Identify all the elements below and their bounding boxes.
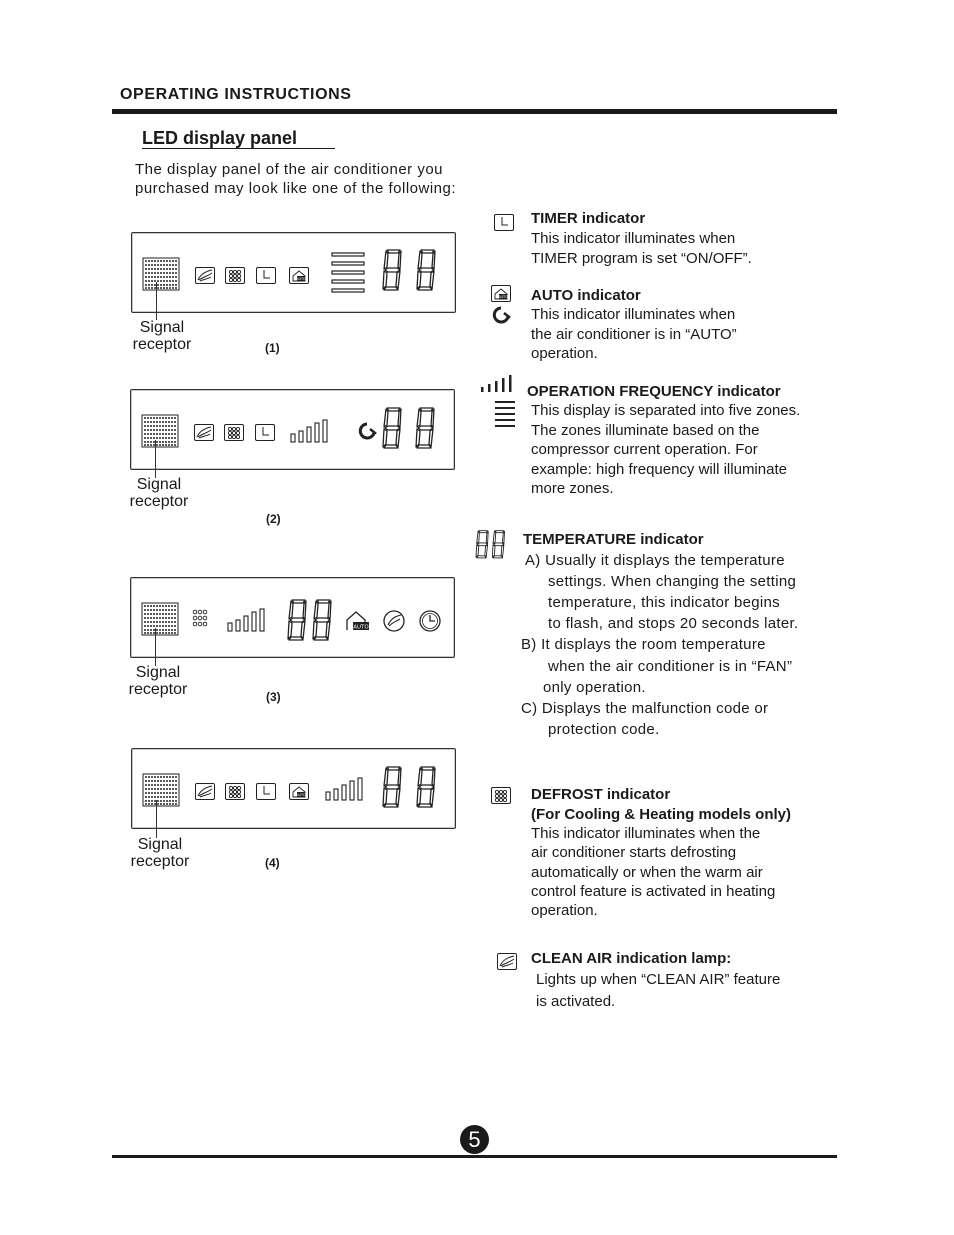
text-line: compressor current operation. For: [531, 441, 758, 458]
signal-leader-line: [155, 440, 156, 478]
signal-receptor-grid-icon: [142, 415, 178, 447]
defrost-indicator-title: DEFROST indicator: [531, 786, 671, 803]
signal-receptor-label: [119, 476, 199, 510]
clean-air-indicator-title: CLEAN AIR indication lamp:: [531, 950, 732, 967]
auto-icon: [290, 784, 309, 800]
text-line: Lights up when “CLEAN AIR” feature: [536, 971, 781, 988]
text-line: B) It displays the room temperature: [521, 636, 766, 653]
text-line: TIMER program is set “ON/OFF”.: [531, 249, 752, 267]
signal-label-line: receptor: [128, 681, 188, 698]
temperature-digit-icon: [288, 600, 306, 640]
clean-air-icon: [196, 784, 215, 800]
auto-house-icon: [347, 612, 369, 631]
intro-line: The display panel of the air conditioner you: [135, 161, 444, 178]
timer-icon: [257, 784, 276, 800]
timer-indicator-text: [531, 229, 752, 268]
signal-receptor-label: [120, 836, 200, 870]
signal-label-line: receptor: [132, 336, 192, 353]
clean-air-icon: [496, 951, 520, 973]
signal-receptor-label: [122, 319, 202, 353]
timer-icon: [257, 268, 276, 284]
temperature-digit-icon: [383, 250, 401, 290]
text-line: automatically or when the warm air: [531, 863, 763, 881]
signal-label-line: receptor: [130, 853, 190, 870]
led-panel-4-graphic: [132, 749, 455, 828]
defrost-indicator-text: [531, 824, 775, 920]
led-panel-3: [130, 577, 455, 658]
temperature-digit-icon: [383, 767, 401, 807]
text-line: air conditioner starts defrosting: [531, 844, 737, 862]
text-line: example: high frequency will illuminate: [531, 460, 787, 478]
signal-leader-line: [156, 282, 157, 320]
panel-caption: (4): [265, 856, 280, 870]
text-line: the air conditioner is in “AUTO”: [531, 325, 737, 343]
text-line: is activated.: [536, 993, 616, 1010]
page-header-title: OPERATING INSTRUCTIONS: [120, 86, 352, 103]
text-line: protection code.: [548, 721, 660, 738]
text-line: when the air conditioner is in “FAN”: [548, 658, 793, 675]
frequency-bars-icon: [480, 374, 516, 436]
temperature-digit-icon: [417, 250, 435, 290]
signal-leader-line: [155, 628, 156, 666]
temperature-digit-icon: [417, 767, 435, 807]
frequency-bars-icon: [228, 609, 264, 631]
defrost-icon: [225, 425, 244, 441]
signal-receptor-grid-icon: [143, 774, 179, 806]
temperature-digit-icon: [416, 408, 434, 448]
signal-label-line: Signal: [137, 836, 183, 853]
text-line: temperature, this indicator begins: [548, 594, 780, 611]
auto-indicator-title: AUTO indicator: [531, 287, 641, 304]
text-line: The zones illuminate based on the: [531, 421, 760, 439]
auto-icon: [290, 268, 309, 284]
signal-receptor-grid-icon: [143, 258, 179, 290]
text-line: This indicator illuminates when: [531, 306, 736, 323]
auto-cycle-icon: [360, 424, 375, 438]
text-line: to flash, and stops 20 seconds later.: [548, 615, 799, 632]
auto-indicator-text: [531, 305, 737, 364]
defrost-indicator-subtitle: (For Cooling & Heating models only): [531, 806, 791, 823]
temperature-digit-icon: [313, 600, 331, 640]
timer-indicator-title: TIMER indicator: [531, 210, 646, 227]
led-panel-2: [130, 389, 455, 470]
text-line: settings. When changing the setting: [548, 573, 797, 590]
signal-label-line: Signal: [135, 664, 181, 681]
panel-caption: (1): [265, 341, 280, 355]
frequency-lines-icon: [332, 253, 364, 292]
timer-icon: [256, 425, 275, 441]
timer-clock-icon: [420, 611, 440, 631]
defrost-icon: [193, 610, 207, 626]
text-line: A) Usually it displays the temperature: [525, 552, 785, 569]
signal-leader-line: [156, 800, 157, 838]
defrost-icon: [226, 268, 245, 284]
signal-label-line: Signal: [139, 319, 185, 336]
section-title-underline: [142, 148, 335, 149]
temperature-digit-icon: [383, 408, 401, 448]
defrost-icon: [226, 784, 245, 800]
frequency-bars-icon: [291, 420, 327, 442]
led-panel-1: [131, 232, 456, 313]
clean-air-icon: [195, 425, 214, 441]
text-line: This indicator illuminates when the: [531, 825, 761, 842]
panel-caption: (2): [266, 512, 281, 526]
led-panel-3-graphic: [131, 578, 454, 657]
text-line: only operation.: [543, 679, 646, 696]
frequency-bars-icon: [326, 778, 362, 800]
text-line: operation.: [531, 345, 598, 362]
panel-caption: (3): [266, 690, 281, 704]
led-panel-1-graphic: [132, 233, 455, 312]
intro-line: purchased may look like one of the following:: [135, 180, 457, 197]
signal-label-line: Signal: [136, 476, 182, 493]
text-line: more zones.: [531, 480, 614, 497]
clean-air-icon: [196, 268, 215, 284]
clean-air-indicator-text: [536, 969, 780, 1013]
clean-air-circle-icon: [384, 611, 404, 631]
timer-icon: [493, 212, 517, 234]
frequency-indicator-title: OPERATION FREQUENCY indicator: [527, 383, 781, 400]
led-panel-4: [131, 748, 456, 829]
intro-text: [135, 160, 456, 198]
auto-icon: [489, 284, 513, 326]
temperature-indicator-title: TEMPERATURE indicator: [523, 531, 704, 548]
text-line: operation.: [531, 902, 598, 920]
header-rule: [112, 109, 837, 114]
svg-text:AUTO: AUTO: [353, 624, 369, 631]
text-line: C) Displays the malfunction code or: [521, 700, 769, 717]
seven-segment-icon: [475, 529, 519, 561]
signal-receptor-label: [118, 664, 198, 698]
page-number: 5: [460, 1125, 489, 1154]
section-title: LED display panel: [142, 128, 298, 148]
signal-label-line: receptor: [129, 493, 189, 510]
footer-rule: [112, 1155, 837, 1158]
text-line: This display is separated into five zones.: [531, 402, 801, 419]
text-line: control feature is activated in heating: [531, 882, 776, 900]
signal-receptor-grid-icon: [142, 603, 178, 635]
defrost-icon: [490, 785, 516, 807]
text-line: This indicator illuminates when: [531, 230, 736, 247]
led-panel-2-graphic: [131, 390, 454, 469]
frequency-indicator-text: [531, 401, 800, 499]
